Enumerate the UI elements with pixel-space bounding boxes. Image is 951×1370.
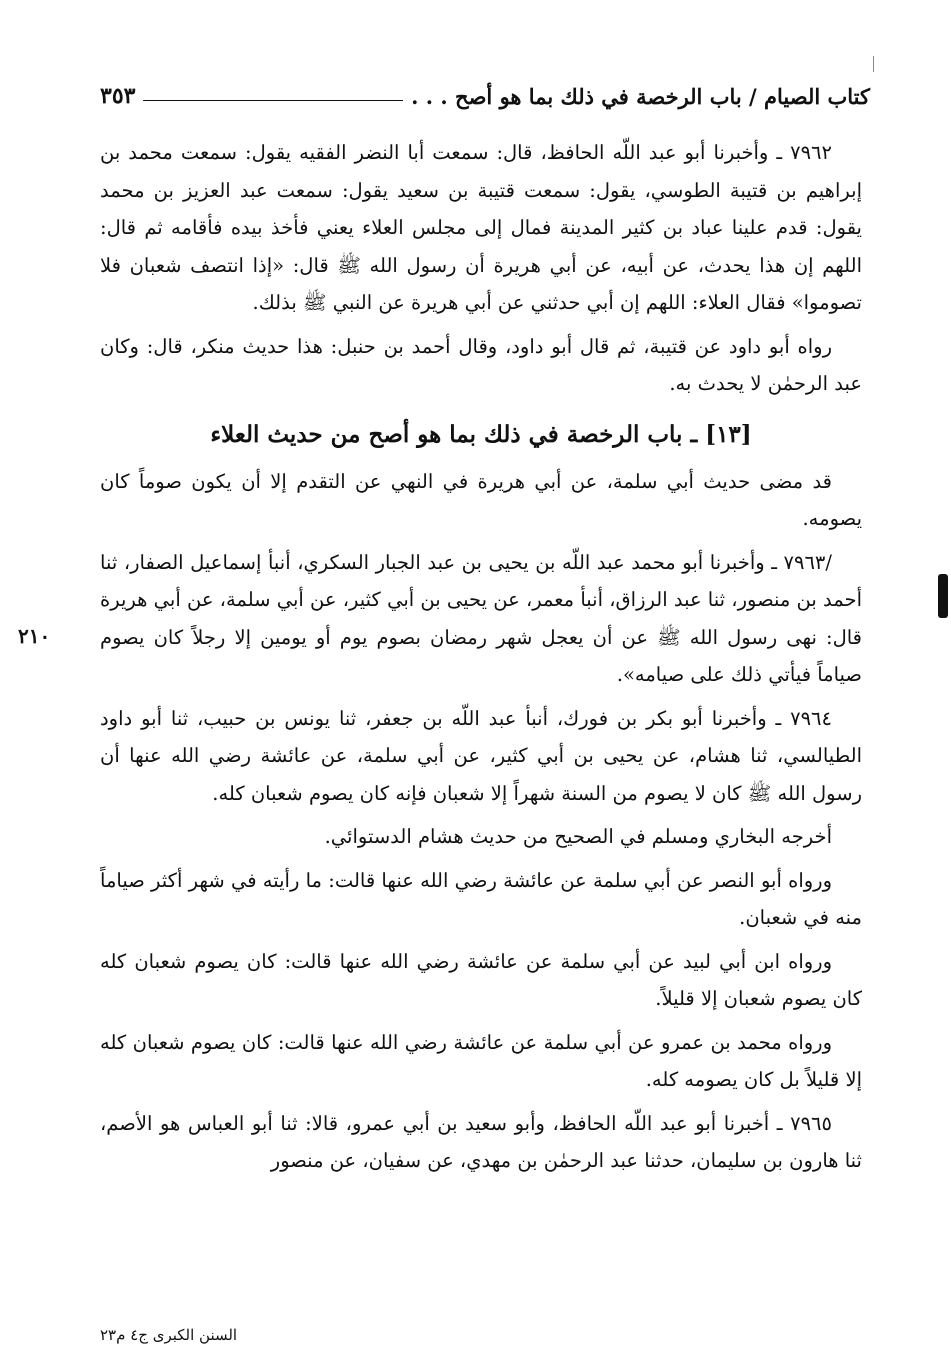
chapter-intro: قد مضى حديث أبي سلمة، عن أبي هريرة في النهي عن التقدم إلا أن يكون صوماً كان يصومه. bbox=[100, 469, 862, 530]
header-rule bbox=[143, 100, 403, 101]
header-title: كتاب الصيام / باب الرخصة في ذلك بما هو أصح . . . bbox=[411, 83, 870, 109]
commentary-paragraph: ورواه محمد بن عمرو عن أبي سلمة عن عائشة رضي الله عنها قالت: كان يصوم شعبان كله إلا قليلاً بل كان يصومه كله. bbox=[100, 1030, 862, 1091]
page-edge-tick bbox=[873, 56, 874, 72]
commentary-paragraph: أخرجه البخاري ومسلم في الصحيح من حديث هشام الدستوائي. bbox=[324, 825, 832, 848]
hadith-7962: ٧٩٦٢ ـ وأخبرنا أبو عبد اللّه الحافظ، قال: سمعت أبا النضر الفقيه يقول: سمعت محمد بن إبراهيم بن قتيبة الطوسي، يقول: سمعت قتيبة بن سعيد يقول: سمعت عبد العزيز بن محمد يقول: قدم علينا عباد بن كثير المدينة فمال إلى مجلس العلاء يعني فأخذ بيده فأقامه ثم قال: اللهم إن هذا يحدث، عن أبيه، عن أبي هريرة أن رسول الله ﷺ قال: «إذا انتصف شعبان فلا تصوموا» فقال العلاء: اللهم إن أبي حدثني عن أبي هريرة عن النبي ﷺ بذلك. bbox=[100, 141, 862, 314]
main-text bbox=[100, 134, 862, 1186]
hadith-7965: ٧٩٦٥ ـ أخبرنا أبو عبد اللّه الحافظ، وأبو سعيد بن أبي عمرو، قالا: ثنا أبو العباس هو الأصم، ثنا هارون بن سليمان، حدثنا عبد الرحمٰن بن مهدي، عن سفيان، عن منصور bbox=[100, 1111, 862, 1172]
commentary-paragraph: رواه أبو داود عن قتيبة، ثم قال أبو داود، وقال أحمد بن حنبل: هذا حديث منكر، قال: وكان عبد الرحمٰن لا يحدث به. bbox=[100, 334, 862, 395]
hadith-7964: ٧٩٦٤ ـ وأخبرنا أبو بكر بن فورك، أنبأ عبد اللّه بن جعفر، ثنا يونس بن حبيب، ثنا أبو داود الطيالسي، ثنا هشام، عن يحيى بن أبي كثير، عن أبي سلمة، عن عائشة رضي الله عنها أن رسول الله ﷺ كان لا يصوم من السنة شهراً إلا شعبان فإنه كان يصوم شعبان كله. bbox=[100, 706, 862, 805]
hadith-7963: /٧٩٦٣ ـ وأخبرنا أبو محمد عبد اللّه بن يحيى بن عبد الجبار السكري، أنبأ إسماعيل الصفار، ثنا أحمد بن منصور، ثنا عبد الرزاق، أنبأ معمر، عن يحيى بن أبي كثير، عن أبي سلمة، عن أبي هريرة قال: نهى رسول الله ﷺ عن أن يعجل شهر رمضان بصوم يوم أو يومين إلا رجلاً كان يصوم صياماً فيأتي ذلك على صيامه». bbox=[100, 550, 862, 686]
chapter-heading: [١٣] ـ باب الرخصة في ذلك بما هو أصح من حديث العلاء bbox=[210, 420, 752, 448]
running-header bbox=[100, 78, 870, 114]
footer-signature: السنن الكبرى ج٤ م٢٣ bbox=[100, 1326, 238, 1344]
page-number: ٣٥٣ bbox=[100, 83, 136, 109]
commentary-paragraph: ورواه أبو النصر عن أبي سلمة عن عائشة رضي الله عنها قالت: ما رأيته في شهر أكثر صياماً منه في شعبان. bbox=[100, 868, 862, 929]
margin-page-reference: ٢١٠ bbox=[18, 624, 51, 648]
commentary-paragraph: ورواه ابن أبي لبيد عن أبي سلمة عن عائشة رضي الله عنها قالت: كان يصوم شعبان كله كان يصوم شعبان إلا قليلاً. bbox=[100, 949, 862, 1010]
page-edge-mark bbox=[938, 574, 948, 618]
